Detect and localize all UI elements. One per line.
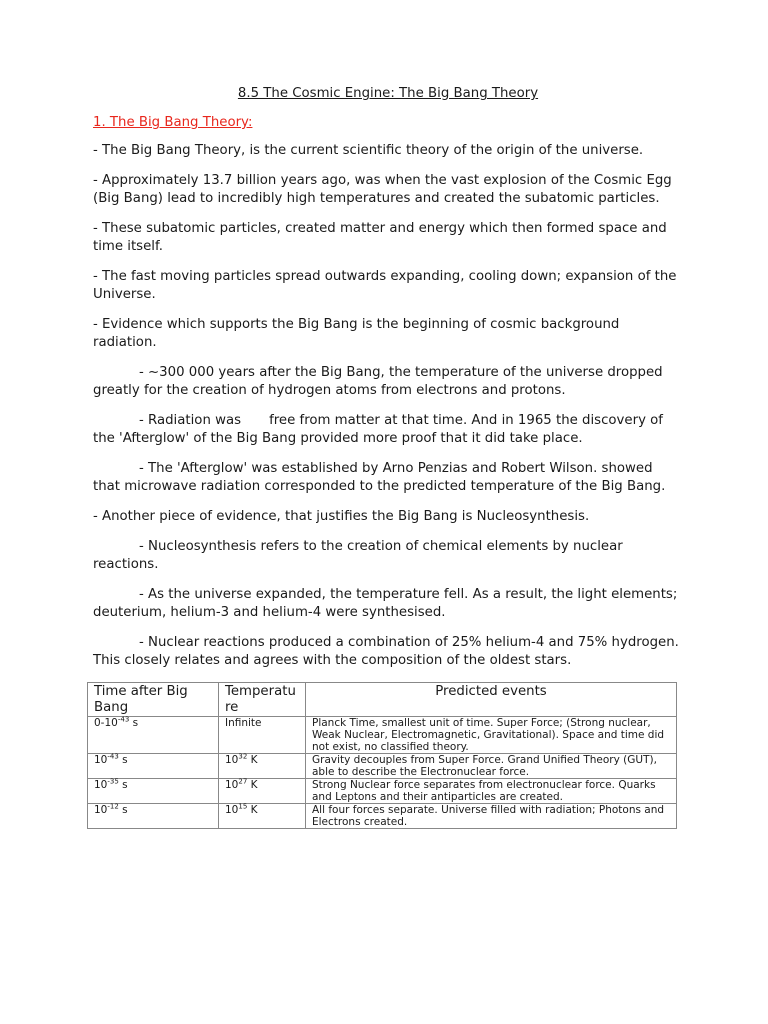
header-time: Time after Big Bang (88, 683, 219, 717)
temperature-cell: $10^{32}$ K (219, 754, 306, 779)
paragraph-text: - The 'Afterglow' was established by Arno Penzias and Robert Wilson. showed that microwave radiation corresponded to the predicted temperature of the Big Bang. (93, 461, 666, 494)
temperature-cell: $10^{27}$ K (219, 779, 306, 804)
paragraph: - The fast moving particles spread outwards expanding, cooling down; expansion of the Universe. (93, 269, 677, 302)
section-heading: 1. The Big Bang Theory: (93, 115, 253, 130)
paragraph-text: - Radiation was (139, 413, 242, 428)
indented-paragraph (93, 586, 683, 622)
document-page (93, 84, 683, 829)
paragraph: - Approximately 13.7 billion years ago, was when the vast explosion of the Cosmic Egg (Big Bang) lead to incredibly high temperatures and created the subatomic particles. (93, 173, 672, 206)
temperature-cell: Infinite (219, 717, 306, 754)
header-events: Predicted events (306, 683, 677, 717)
paragraph: - Another piece of evidence, that justifies the Big Bang is Nucleosynthesis. (93, 509, 590, 524)
time-cell: $10^{-12}$ s (88, 804, 219, 829)
event-cell: All four forces separate. Universe filled with radiation; Photons and Electrons created. (306, 804, 677, 829)
document-title: 8.5 The Cosmic Engine: The Big Bang Theory (237, 86, 539, 101)
paragraph-text: - Nuclear reactions produced a combination of 25% helium-4 and 75% hydrogen. This closely relates and agrees with the composition of the oldest stars. (93, 635, 679, 668)
time-cell: $10^{-43}$ s (88, 754, 219, 779)
table-row (88, 717, 677, 754)
event-cell: Strong Nuclear force separates from electronuclear force. Quarks and Leptons and their antiparticles are created. (306, 779, 677, 804)
indented-paragraph (93, 460, 683, 496)
indented-paragraph (93, 412, 683, 448)
table-row (88, 779, 677, 804)
paragraph-text: - Nucleosynthesis refers to the creation of chemical elements by nuclear reactions. (93, 539, 623, 572)
header-temperature: Temperatu re (219, 683, 306, 717)
table-row (88, 804, 677, 829)
indented-paragraph (93, 538, 683, 574)
event-cell: Planck Time, smallest unit of time. Super Force; (Strong nuclear, Weak Nuclear, Electromagnetic, Gravitational). Space and time did not exist, no classified theory. (306, 717, 677, 754)
indented-paragraph (93, 364, 683, 400)
paragraph-text: - As the universe expanded, the temperature fell. As a result, the light elements; deuterium, helium-3 and helium-4 were synthesised. (93, 587, 678, 620)
paragraph: - Evidence which supports the Big Bang is the beginning of cosmic background radiation. (93, 317, 620, 350)
paragraph: - The Big Bang Theory, is the current scientific theory of the origin of the universe. (93, 143, 644, 158)
time-cell: $10^{-35}$ s (88, 779, 219, 804)
paragraph: - These subatomic particles, created matter and energy which then formed space and time itself. (93, 221, 667, 254)
paragraph-text: free from matter at that time. And in 1965 the discovery of the 'Afterglow' of the Big Bang provided more proof that it did take place. (93, 413, 663, 446)
indented-paragraph (93, 634, 683, 670)
paragraph-text: - ~300 000 years after the Big Bang, the temperature of the universe dropped greatly for the creation of hydrogen atoms from electrons and protons. (93, 365, 663, 398)
event-cell: Gravity decouples from Super Force. Grand Unified Theory (GUT), able to describe the Electronuclear force. (306, 754, 677, 779)
table-row (88, 754, 677, 779)
events-table (87, 682, 677, 829)
temperature-cell: $10^{15}$ K (219, 804, 306, 829)
time-cell: $0-10^{-43}$ s (88, 717, 219, 754)
table-header-row (88, 683, 677, 717)
